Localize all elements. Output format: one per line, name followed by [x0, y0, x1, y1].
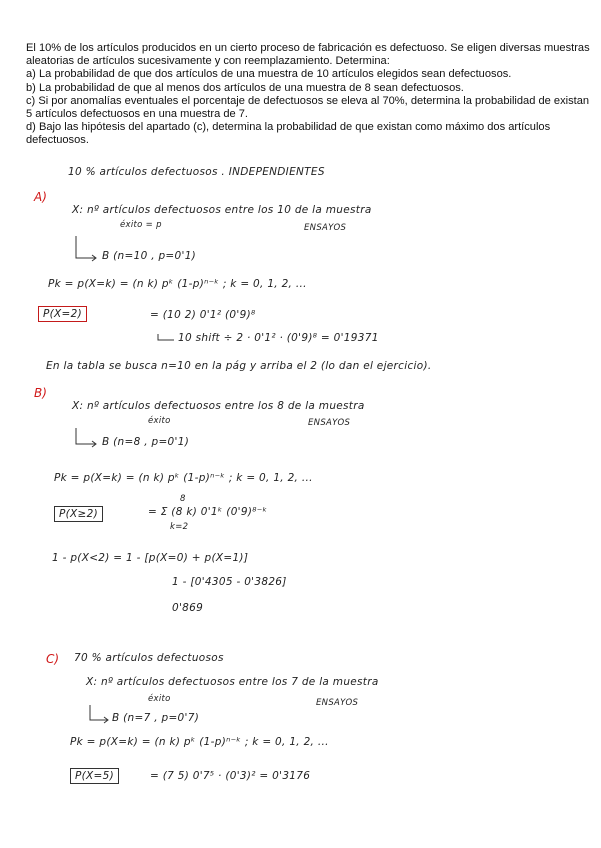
- a-exito: éxito = p: [120, 220, 162, 230]
- notes-header: 10 % artículos defectuosos . INDEPENDIENTES: [68, 166, 325, 178]
- b-values: 1 - [0'4305 - 0'3826]: [172, 576, 287, 588]
- a-distribution: B (n=10 , p=0'1): [102, 250, 197, 262]
- problem-part-a: a) La probabilidad de que dos artículos de una muestra de 10 artículos elegidos sean defectuosos.: [26, 68, 512, 81]
- problem-part-c: c) Si por anomalías eventuales el porcentaje de defectuosos se eleva al 70%, determina la probabilidad de existan 5 artículos defectuosos en una muestra de 7.: [26, 94, 590, 121]
- b-exito: éxito: [148, 416, 171, 426]
- b-sum-bottom: k=2: [170, 522, 189, 532]
- a-ensayos: ENSAYOS: [304, 223, 347, 233]
- a-calc2: 10 shift ÷ 2 · 0'1² · (0'9)⁸ = 0'19371: [178, 332, 379, 344]
- a-pmf: Pk = p(X=k) = (n k) pᵏ (1-p)ⁿ⁻ᵏ ; k = 0, 1, 2, ...: [48, 278, 307, 290]
- b-ensayos: ENSAYOS: [308, 418, 351, 428]
- b-distribution: B (n=8 , p=0'1): [102, 436, 190, 448]
- c-boxed-prob: P(X=5): [70, 768, 119, 784]
- label-a: A): [34, 190, 47, 204]
- c-header: 70 % artículos defectuosos: [74, 652, 224, 664]
- c-calc: = (7 5) 0'7⁵ · (0'3)² = 0'3176: [150, 770, 311, 782]
- b-boxed-prob: P(X≥2): [54, 506, 103, 522]
- label-c: C): [46, 652, 60, 666]
- problem-part-b: b) La probabilidad de que al menos dos artículos de una muestra de 8 sean defectuosos.: [26, 81, 464, 94]
- problem-intro: El 10% de los artículos producidos en un cierto proceso de fabricación es defectuoso. Se eligen diversas muestras aleatorias de artículos sucesivamente y con reemplazamiento. Determina:: [26, 42, 590, 68]
- b-sum-top: 8: [180, 494, 186, 504]
- problem-part-d: d) Bajo las hipótesis del apartado (c), determina la probabilidad de que existan como máximo dos artículos defectuosos.: [26, 121, 551, 147]
- c-variable-definition: X: nº artículos defectuosos entre los 7 de la muestra: [86, 676, 379, 688]
- b-pmf: Pk = p(X=k) = (n k) pᵏ (1-p)ⁿ⁻ᵏ ; k = 0, 1, 2, ...: [54, 472, 313, 484]
- b-result: 0'869: [172, 602, 204, 614]
- a-boxed-prob: P(X=2): [38, 306, 87, 322]
- b-variable-definition: X: nº artículos defectuosos entre los 8 de la muestra: [72, 400, 365, 412]
- c-ensayos: ENSAYOS: [316, 698, 359, 708]
- c-distribution: B (n=7 , p=0'7): [112, 712, 200, 724]
- b-complement: 1 - p(X<2) = 1 - [p(X=0) + p(X=1)]: [52, 552, 249, 564]
- label-b: B): [34, 386, 47, 400]
- b-sum: = Σ (8 k) 0'1ᵏ (0'9)⁸⁻ᵏ: [148, 506, 268, 518]
- c-exito: éxito: [148, 694, 171, 704]
- c-pmf: Pk = p(X=k) = (n k) pᵏ (1-p)ⁿ⁻ᵏ ; k = 0, 1, 2, ...: [70, 736, 329, 748]
- a-note: En la tabla se busca n=10 en la pág y arriba el 2 (lo dan el ejercicio).: [46, 360, 432, 372]
- a-calc1: = (10 2) 0'1² (0'9)⁸: [150, 309, 256, 321]
- a-variable-definition: X: nº artículos defectuosos entre los 10 de la muestra: [72, 204, 372, 216]
